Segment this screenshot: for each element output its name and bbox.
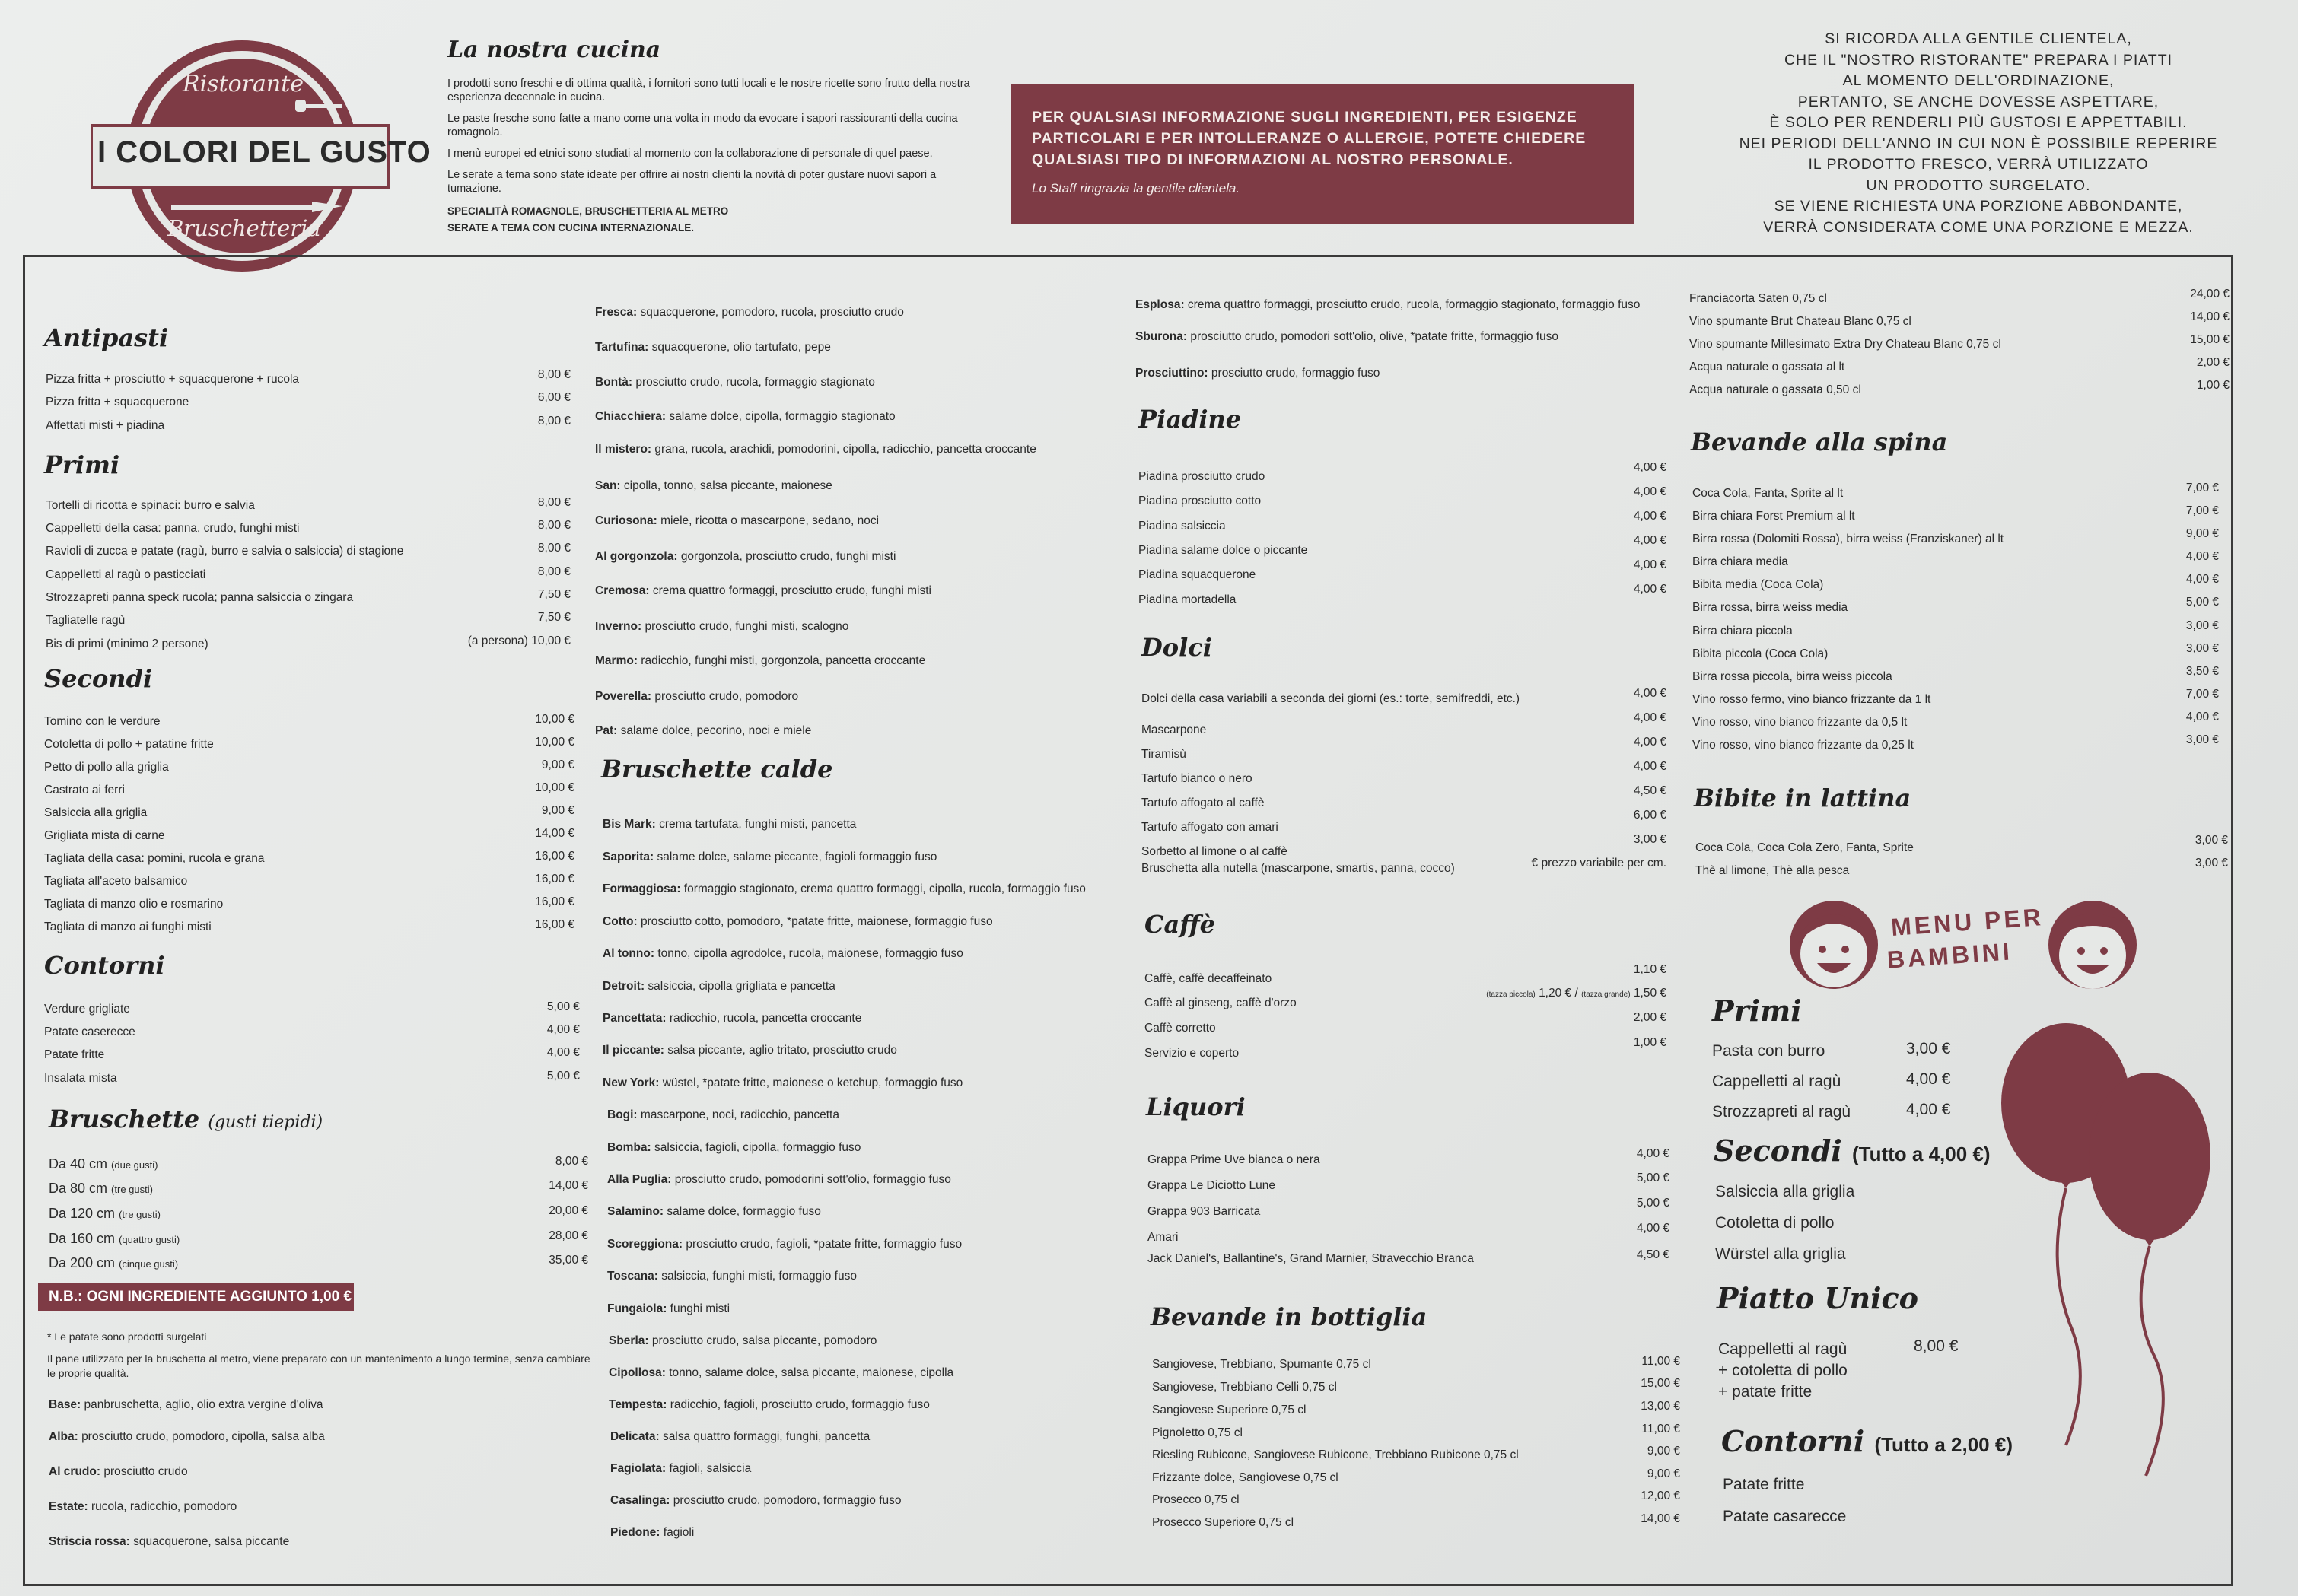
- kids-menu-item: Pasta con burro: [1712, 1042, 1825, 1060]
- bruschetta-calda-item: New York: wüstel, *patate fritte, maionese o ketchup, formaggio fuso: [603, 1076, 963, 1089]
- menu-item-price: 2,00 €: [2196, 356, 2230, 369]
- bruschetta-calda-item: Saporita: salame dolce, salame piccante, fagioli formaggio fuso: [603, 850, 937, 863]
- allergy-info-box: [1011, 84, 1634, 224]
- bruschetta-calda-item: Fungaiola: funghi misti: [607, 1302, 730, 1315]
- menu-item-price: 3,00 €: [2185, 642, 2219, 655]
- kids-primi-title: Primi: [1712, 994, 1802, 1028]
- menu-item-name: Jack Daniel's, Ballantine's, Grand Marnier, Stravecchio Branca: [1147, 1252, 1474, 1265]
- bruschetta-calda-item: Cipollosa: tonno, salame dolce, salsa piccante, maionese, cipolla: [609, 1366, 954, 1379]
- nostra-cucina-title: La nostra cucina: [447, 37, 661, 63]
- bruschetta-item: Inverno: prosciutto crudo, funghi misti, scalogno: [595, 620, 849, 633]
- menu-item-price: 4,00 €: [1633, 583, 1666, 596]
- menu-item-price: 5,00 €: [546, 1070, 580, 1083]
- menu-item-price: 8,00 €: [537, 519, 571, 532]
- liquori-title: Liquori: [1146, 1092, 1246, 1121]
- menu-item-price: 10,00 €: [535, 781, 574, 794]
- kids-menu-item: Patate casarecce: [1723, 1508, 1847, 1525]
- menu-item-price: 4,00 €: [1633, 461, 1666, 474]
- bruschetta-item: Bontà: prosciutto crudo, rucola, formaggio stagionato: [595, 376, 875, 389]
- kids-menu-item: + patate fritte: [1718, 1383, 1813, 1400]
- menu-item-price: 6,00 €: [537, 391, 571, 404]
- menu-item-name: Insalata mista: [44, 1072, 117, 1085]
- menu-item-price: 16,00 €: [535, 918, 574, 931]
- kids-menu-item: Strozzapreti al ragù: [1712, 1103, 1851, 1121]
- dolci-title: Dolci: [1141, 633, 1212, 662]
- menu-item-name: Strozzapreti panna speck rucola; panna salsiccia o zingara: [46, 591, 354, 604]
- bruschetta-size: Da 40 cm (due gusti): [49, 1156, 158, 1172]
- menu-item-price: 20,00 €: [549, 1204, 588, 1217]
- menu-item-price: 15,00 €: [1641, 1377, 1680, 1390]
- contorni-title: Contorni: [44, 951, 165, 980]
- bruschette-calde-title: Bruschette calde: [601, 755, 833, 784]
- bruschette-title-text: Bruschette: [49, 1105, 200, 1133]
- bruschetta-striscia-rossa: Striscia rossa: squacquerone, salsa piccante: [49, 1535, 290, 1548]
- menu-item-name: Tiramisù: [1141, 748, 1186, 761]
- menu-item-name: Piadina salame dolce o piccante: [1138, 544, 1308, 557]
- bruschetta-calda-item: Tempesta: radicchio, fagioli, prosciutto crudo, formaggio fuso: [609, 1398, 930, 1411]
- menu-item-price: 14,00 €: [535, 827, 574, 840]
- bruschetta-item: Marmo: radicchio, funghi misti, gorgonzola, pancetta croccante: [595, 654, 926, 667]
- menu-item-price: 10,00 €: [535, 736, 574, 749]
- menu-item-name: Vino rosso, vino bianco frizzante da 0,25 lt: [1692, 739, 1914, 752]
- menu-item-price: 4,50 €: [1633, 784, 1666, 797]
- menu-item-price: 9,00 €: [541, 758, 574, 771]
- menu-item-price: 5,00 €: [546, 1000, 580, 1013]
- kids-secondi-title: Secondi (Tutto a 4,00 €): [1714, 1133, 1991, 1168]
- menu-item-name: Coca Cola, Fanta, Sprite al lt: [1692, 487, 1844, 500]
- menu-item-price: 3,00 €: [2185, 619, 2219, 632]
- bruschetta-calda-item: Pancettata: radicchio, rucola, pancetta croccante: [603, 1012, 862, 1025]
- menu-item-name: Grappa Le Diciotto Lune: [1147, 1179, 1276, 1192]
- menu-item-price: 8,00 €: [537, 415, 571, 428]
- kids-menu-item: Cappelletti al ragù: [1712, 1073, 1841, 1090]
- kids-menu-price: 8,00 €: [1914, 1337, 1959, 1355]
- menu-item-price: 4,00 €: [1633, 485, 1666, 498]
- menu-item-name: Petto di pollo alla griglia: [44, 761, 169, 774]
- bruschetta-item: Curiosona: miele, ricotta o mascarpone, sedano, noci: [595, 514, 880, 527]
- menu-item-name: Piadina prosciutto crudo: [1138, 470, 1265, 483]
- menu-item-price: 2,00 €: [1633, 1011, 1666, 1024]
- menu-item-price: 9,00 €: [541, 804, 574, 817]
- menu-item-price: 5,00 €: [1636, 1172, 1669, 1184]
- kids-menu-item: Würstel alla griglia: [1715, 1245, 1846, 1263]
- bruschetta-base: Base: panbruschetta, aglio, olio extra vergine d'oliva: [49, 1398, 323, 1411]
- menu-item-name: Sangiovese, Trebbiano, Spumante 0,75 cl: [1152, 1358, 1371, 1371]
- menu-item-price: 8,00 €: [537, 496, 571, 509]
- piadine-title: Piadine: [1138, 405, 1242, 434]
- menu-item-name: Verdure grigliate: [44, 1003, 130, 1016]
- menu-item-name: Sangiovese Superiore 0,75 cl: [1152, 1404, 1307, 1416]
- menu-item-price: 35,00 €: [549, 1254, 588, 1267]
- menu-item-price: 4,00 €: [1636, 1147, 1669, 1160]
- kids-contorni-title: Contorni (Tutto a 2,00 €): [1721, 1424, 2013, 1458]
- menu-item-price: 3,00 €: [2195, 857, 2228, 870]
- bruschetta-calda-item: Toscana: salsiccia, funghi misti, formaggio fuso: [607, 1270, 857, 1283]
- nostra-specialita: SPECIALITÀ ROMAGNOLE, BRUSCHETTERIA AL METRO: [447, 205, 729, 217]
- menu-item-name: Pizza fritta + prosciutto + squacquerone + rucola: [46, 373, 300, 386]
- menu-item-name: Pignoletto 0,75 cl: [1152, 1426, 1243, 1439]
- menu-item-name: Bruschetta alla nutella (mascarpone, smartis, panna, cocco): [1141, 862, 1455, 875]
- menu-item-price: 14,00 €: [549, 1179, 588, 1192]
- menu-item-name: Affettati misti + piadina: [46, 419, 165, 432]
- balloons-graphic: [1994, 1019, 2222, 1506]
- menu-item-name: Castrato ai ferri: [44, 784, 125, 796]
- bruschetta-calda-item: Il piccante: salsa piccante, aglio tritato, prosciutto crudo: [603, 1044, 897, 1057]
- menu-item-name: Tartufo affogato al caffè: [1141, 796, 1265, 809]
- notice-line: CHE IL "NOSTRO RISTORANTE" PREPARA I PIATTI: [1784, 51, 2173, 68]
- notice-line: SE VIENE RICHIESTA UNA PORZIONE ABBONDANTE,: [1774, 198, 2183, 215]
- logo-bruschetteria-text: Bruschetteria: [167, 215, 321, 241]
- menu-item-name: Dolci della casa variabili a seconda dei giorni (es.: torte, semifreddi, etc.): [1141, 692, 1520, 705]
- bruschetta-item: Sburona: prosciutto crudo, pomodori sott'olio, olive, *patate fritte, formaggio fuso: [1135, 330, 1559, 343]
- lattina-title: Bibite in lattina: [1694, 784, 1911, 812]
- menu-item-name: Grappa Prime Uve bianca o nera: [1147, 1153, 1320, 1166]
- menu-item-price: 9,00 €: [2185, 527, 2219, 540]
- kids-menu-item: Salsiccia alla griglia: [1715, 1183, 1855, 1200]
- bruschetta-item: Fresca: squacquerone, pomodoro, rucola, prosciutto crudo: [595, 306, 904, 319]
- menu-item-name: Birra chiara media: [1692, 555, 1788, 568]
- menu-item-name: Cappelletti della casa: panna, crudo, funghi misti: [46, 522, 300, 535]
- menu-item-price: 4,00 €: [1633, 534, 1666, 547]
- customer-notice: [1682, 29, 2275, 238]
- menu-item-name: Prosecco 0,75 cl: [1152, 1493, 1240, 1506]
- menu-item-price: 8,00 €: [537, 542, 571, 555]
- nostra-serate: SERATE A TEMA CON CUCINA INTERNAZIONALE.: [447, 222, 694, 234]
- menu-item-name: Tortelli di ricotta e spinaci: burro e salvia: [46, 499, 255, 512]
- menu-item-price: 5,00 €: [2185, 596, 2219, 609]
- menu-item-name: Salsiccia alla griglia: [44, 806, 148, 819]
- menu-item-price: 10,00 €: [535, 713, 574, 726]
- bruschetta-item: Tartufina: squacquerone, olio tartufato, pepe: [595, 341, 831, 354]
- notice-line: NEI PERIODI DELL'ANNO IN CUI NON È POSSIBILE REPERIRE: [1739, 135, 2218, 152]
- bruschetta-item: San: cipolla, tonno, salsa piccante, maionese: [595, 479, 832, 492]
- menu-item-name: Birra chiara Forst Premium al lt: [1692, 510, 1855, 523]
- menu-item-price: 1,10 €: [1633, 963, 1666, 976]
- menu-item-price: 16,00 €: [535, 873, 574, 885]
- nostra-paragraph: I menù europei ed etnici sono studiati al momento con la collaborazione di personale di quel paese.: [447, 148, 933, 160]
- bruschetta-calda-item: Alla Puglia: prosciutto crudo, pomodorini sott'olio, formaggio fuso: [607, 1173, 951, 1186]
- kids-menu-item: Patate fritte: [1723, 1476, 1805, 1493]
- kids-menu-price: 4,00 €: [1906, 1101, 1951, 1118]
- menu-item-price: 7,50 €: [537, 611, 571, 624]
- bruschetta-calda-item: Detroit: salsiccia, cipolla grigliata e pancetta: [603, 980, 835, 993]
- menu-item-name: Tagliata della casa: pomini, rucola e grana: [44, 852, 265, 865]
- menu-item-price: 9,00 €: [1647, 1467, 1680, 1480]
- menu-item-price: 28,00 €: [549, 1229, 588, 1242]
- menu-item-price: 6,00 €: [1633, 809, 1666, 822]
- menu-item-name: Bis di primi (minimo 2 persone): [46, 637, 208, 650]
- menu-item-name: Franciacorta Saten 0,75 cl: [1689, 292, 1827, 305]
- menu-item-name: Tagliatelle ragù: [46, 614, 126, 627]
- menu-item-name: Sorbetto al limone o al caffè: [1141, 845, 1287, 858]
- bruschetta-size: Da 200 cm (cinque gusti): [49, 1255, 179, 1270]
- menu-item-price: 14,00 €: [2190, 310, 2230, 323]
- menu-item-name: Piadina prosciutto cotto: [1138, 494, 1262, 507]
- antipasti-title: Antipasti: [44, 323, 169, 352]
- bruschetta-estate: Estate: rucola, radicchio, pomodoro: [49, 1500, 237, 1513]
- menu-item-price: 3,00 €: [2185, 733, 2219, 746]
- menu-item-name: Cappelletti al ragù o pasticciati: [46, 568, 206, 581]
- bruschetta-calda-item: Bomba: salsiccia, fagioli, cipolla, formaggio fuso: [607, 1141, 861, 1154]
- bruschetta-calda-item: Casalinga: prosciutto crudo, pomodoro, formaggio fuso: [610, 1494, 902, 1507]
- bruschetta-size: Da 80 cm (tre gusti): [49, 1181, 153, 1196]
- menu-item-price: 4,00 €: [2185, 711, 2219, 723]
- bruschetta-item: Chiacchiera: salame dolce, cipolla, formaggio stagionato: [595, 410, 896, 423]
- menu-item-name: Pizza fritta + squacquerone: [46, 396, 189, 409]
- menu-item-price: 3,50 €: [2185, 665, 2219, 678]
- menu-item-price: 14,00 €: [1641, 1512, 1680, 1525]
- menu-item-price: 24,00 €: [2190, 288, 2230, 300]
- menu-item-price: 4,00 €: [1633, 687, 1666, 700]
- spina-title: Bevande alla spina: [1691, 428, 1948, 456]
- menu-item-name: Tagliata di manzo ai funghi misti: [44, 920, 212, 933]
- menu-item-name: Tartufo affogato con amari: [1141, 821, 1278, 834]
- bruschetta-calda-item: Fagiolata: fagioli, salsiccia: [610, 1462, 752, 1475]
- restaurant-logo: [91, 34, 431, 278]
- bruschetta-item: Esplosa: crema quattro formaggi, prosciutto crudo, rucola, formaggio stagionato, formaggio fuso: [1135, 298, 1641, 311]
- menu-item-price: 4,00 €: [2185, 573, 2219, 586]
- menu-item-name: Birra rossa, birra weiss media: [1692, 601, 1848, 614]
- menu-item-name: Tagliata di manzo olio e rosmarino: [44, 898, 224, 911]
- nostra-paragraph: Le serate a tema sono state ideate per offrire ai nostri clienti la novità di poter gustare nuovi sapori a tumazione.: [447, 169, 937, 195]
- menu-item-name: Grappa 903 Barricata: [1147, 1205, 1261, 1218]
- bruschetta-calda-item: Sberla: prosciutto crudo, salsa piccante, pomodoro: [609, 1334, 877, 1347]
- menu-item-price: 11,00 €: [1641, 1355, 1680, 1368]
- bruschetta-calda-item: Delicata: salsa quattro formaggi, funghi, pancetta: [610, 1430, 871, 1443]
- menu-item-price: 12,00 €: [1641, 1489, 1680, 1502]
- menu-item-name: Thè al limone, Thè alla pesca: [1695, 864, 1850, 877]
- menu-item-name: Mascarpone: [1141, 723, 1207, 736]
- menu-item-price: 8,00 €: [537, 368, 571, 381]
- menu-item-price: 3,00 €: [1633, 833, 1666, 846]
- staff-thanks-text: Lo Staff ringrazia la gentile clientela.: [1032, 181, 1240, 196]
- menu-item-price: 11,00 €: [1641, 1423, 1680, 1435]
- menu-item-price: 5,00 €: [1636, 1197, 1669, 1210]
- menu-item-price: 7,00 €: [2185, 504, 2219, 517]
- bruschetta-calda-item: Al tonno: tonno, cipolla agrodolce, rucola, maionese, formaggio fuso: [603, 947, 963, 960]
- notice-line: IL PRODOTTO FRESCO, VERRÀ UTILIZZATO: [1808, 156, 2149, 173]
- menu-item-price: 1,00 €: [2196, 379, 2230, 392]
- note-surgelati: * Le patate sono prodotti surgelati: [47, 1331, 207, 1343]
- menu-item-price: 3,00 €: [2195, 834, 2228, 847]
- menu-item-price: 8,00 €: [555, 1155, 588, 1168]
- kids-unico-title: Piatto Unico: [1717, 1281, 1918, 1315]
- menu-item-price: 4,00 €: [1633, 736, 1666, 749]
- bruschette-title: [49, 1105, 323, 1133]
- menu-item-price: 4,00 €: [1633, 711, 1666, 724]
- bruschetta-item: Il mistero: grana, rucola, arachidi, pomodorini, cipolla, radicchio, pancetta croccante: [595, 443, 1036, 456]
- menu-item-name: Sangiovese, Trebbiano Celli 0,75 cl: [1152, 1381, 1337, 1394]
- kids-menu-price: 3,00 €: [1906, 1040, 1951, 1057]
- menu-item-name: Piadina squacquerone: [1138, 568, 1256, 581]
- logo-name-text: I COLORI DEL GUSTO: [97, 135, 431, 169]
- menu-item-name: Birra chiara piccola: [1692, 625, 1793, 637]
- bruschetta-calda-item: Bis Mark: crema tartufata, funghi misti, pancetta: [603, 818, 857, 831]
- menu-item-price: 9,00 €: [1647, 1445, 1680, 1458]
- menu-item-name: Vino spumante Millesimato Extra Dry Chateau Blanc 0,75 cl: [1689, 338, 2001, 351]
- bottiglia-title: Bevande in bottiglia: [1151, 1302, 1427, 1331]
- kids-banner-line1: MENU PER: [1889, 903, 2045, 941]
- menu-item-name: Vino rosso fermo, vino bianco frizzante da 1 lt: [1692, 693, 1931, 706]
- menu-item-name: Tartufo bianco o nero: [1141, 772, 1252, 785]
- kids-menu-item: Cappelletti al ragù: [1718, 1340, 1848, 1358]
- menu-item-price: 4,00 €: [1633, 510, 1666, 523]
- notice-line: AL MOMENTO DELL'ORDINAZIONE,: [1842, 72, 2115, 89]
- notice-line: VERRÀ CONSIDERATA COME UNA PORZIONE E MEZZA.: [1763, 218, 2194, 236]
- bruschetta-calda-item: Salamino: salame dolce, formaggio fuso: [607, 1205, 821, 1218]
- menu-item-price: 16,00 €: [535, 895, 574, 908]
- kids-menu-item: Cotoletta di pollo: [1715, 1214, 1835, 1232]
- bruschetta-item: Cremosa: crema quattro formaggi, prosciutto crudo, funghi misti: [595, 584, 931, 597]
- menu-item-price: (a persona) 10,00 €: [467, 634, 571, 647]
- kids-banner-line2: BAMBINI: [1886, 937, 2013, 974]
- menu-item-name: Amari: [1147, 1231, 1179, 1244]
- bruschetta-calda-item: Piedone: fagioli: [610, 1526, 695, 1539]
- bruschetta-al-crudo: Al crudo: prosciutto crudo: [49, 1465, 188, 1478]
- menu-item-name: Prosecco Superiore 0,75 cl: [1152, 1516, 1294, 1529]
- menu-item-name: Acqua naturale o gassata 0,50 cl: [1689, 383, 1861, 396]
- menu-item-name: Tagliata all'aceto balsamico: [44, 875, 188, 888]
- menu-item-name: Patate fritte: [44, 1048, 105, 1061]
- notice-line: È SOLO PER RENDERLI PIÙ GUSTOSI E APPETTABILI.: [1769, 114, 2188, 131]
- menu-item-price: 8,00 €: [537, 565, 571, 578]
- bruschetta-item: Pat: salame dolce, pecorino, noci e miele: [595, 724, 812, 737]
- caffe-title: Caffè: [1144, 910, 1216, 939]
- menu-item-name: Caffè al ginseng, caffè d'orzo: [1144, 997, 1297, 1009]
- menu-item-name: Caffè, caffè decaffeinato: [1144, 972, 1272, 985]
- menu-item-price: 7,00 €: [2185, 482, 2219, 494]
- nostra-paragraph: Le paste fresche sono fatte a mano come una volta in modo da evocare i sapori rassicuranti della cucina romagnola.: [447, 113, 958, 138]
- nostra-paragraph: I prodotti sono freschi e di ottima qualità, i fornitori sono tutti locali e le nostre ricette sono frutto della nostra esperienza decennale in cucina.: [447, 78, 970, 103]
- menu-item-price: 4,00 €: [546, 1046, 580, 1059]
- bruschetta-calda-item: Cotto: prosciutto cotto, pomodoro, *patate fritte, maionese, formaggio fuso: [603, 915, 993, 928]
- menu-item-price: 15,00 €: [2190, 333, 2230, 346]
- menu-item-price: 7,00 €: [2185, 688, 2219, 701]
- menu-item-name: Acqua naturale o gassata al lt: [1689, 361, 1845, 374]
- menu-item-price: 7,50 €: [537, 588, 571, 601]
- menu-item-price: 4,50 €: [1636, 1248, 1669, 1261]
- bruschetta-calda-item: Scoreggiona: prosciutto crudo, fagioli, *patate fritte, formaggio fuso: [607, 1238, 963, 1251]
- menu-item-name: Piadina salsiccia: [1138, 520, 1226, 533]
- menu-item-price: 13,00 €: [1641, 1400, 1680, 1413]
- menu-item-name: Vino rosso, vino bianco frizzante da 0,5 lt: [1692, 716, 1908, 729]
- bruschetta-calda-item: Bogi: mascarpone, noci, radicchio, pancetta: [607, 1108, 839, 1121]
- menu-item-price: (tazza piccola) 1,20 € / (tazza grande) 1,50 €: [1486, 987, 1666, 1000]
- bruschetta-calda-item: Formaggiosa: formaggio stagionato, crema quattro formaggi, cipolla, rucola, formaggio fuso: [603, 882, 1086, 895]
- menu-item-name: Ravioli di zucca e patate (ragù, burro e salvia o salsiccia) di stagione: [46, 545, 404, 558]
- menu-item-price: 1,00 €: [1633, 1036, 1666, 1049]
- menu-item-name: Birra rossa piccola, birra weiss piccola: [1692, 670, 1892, 683]
- menu-item-name: Birra rossa (Dolomiti Rossa), birra weiss (Franziskaner) al lt: [1692, 533, 2004, 545]
- menu-item-price: 4,00 €: [1636, 1222, 1669, 1235]
- logo-ristorante-text: Ristorante: [183, 71, 304, 97]
- bruschetta-size: Da 120 cm (tre gusti): [49, 1206, 161, 1221]
- menu-item-name: Servizio e coperto: [1144, 1047, 1240, 1060]
- bruschetta-item: Al gorgonzola: gorgonzola, prosciutto crudo, funghi misti: [595, 550, 896, 563]
- allergy-info-text: PER QUALSIASI INFORMAZIONE SUGLI INGREDIENTI, PER ESIGENZE PARTICOLARI E PER INTOLLERANZE O ALLERGIE, POTETE CHIEDERE QUALSIASI TIPO DI INFORMAZIONI AL NOSTRO PERSONALE.: [1032, 109, 1587, 168]
- menu-item-name: Bibita media (Coca Cola): [1692, 578, 1824, 591]
- menu-item-price: € prezzo variabile per cm.: [1531, 857, 1666, 870]
- menu-item-name: Riesling Rubicone, Sangiovese Rubicone, Trebbiano Rubicone 0,75 cl: [1152, 1448, 1519, 1461]
- menu-item-price: 4,00 €: [546, 1023, 580, 1036]
- notice-line: SI RICORDA ALLA GENTILE CLIENTELA,: [1825, 30, 2132, 47]
- note-pane: Il pane utilizzato per la bruschetta al metro, viene preparato con un mantenimento a lungo termine, senza cambiare le proprie qualità.: [47, 1353, 590, 1379]
- menu-item-price: 4,00 €: [1633, 558, 1666, 571]
- menu-item-name: Tomino con le verdure: [44, 715, 161, 728]
- nostra-cucina-section: [447, 37, 980, 237]
- notice-line: PERTANTO, SE ANCHE DOVESSE ASPETTARE,: [1797, 93, 2160, 110]
- kids-menu-item: + cotoletta di pollo: [1718, 1362, 1848, 1379]
- bruschetta-item: Prosciuttino: prosciutto crudo, formaggio fuso: [1135, 367, 1380, 380]
- menu-item-name: Cotoletta di pollo + patatine fritte: [44, 738, 214, 751]
- bruschetta-item: Poverella: prosciutto crudo, pomodoro: [595, 690, 799, 703]
- menu-item-price: 4,00 €: [1633, 760, 1666, 773]
- menu-item-name: Piadina mortadella: [1138, 593, 1237, 606]
- notice-line: UN PRODOTTO SURGELATO.: [1866, 176, 2091, 194]
- nb-extra-ingredient: N.B.: OGNI INGREDIENTE AGGIUNTO 1,00 €: [38, 1283, 354, 1311]
- primi-title: Primi: [44, 450, 120, 479]
- bruschetta-size: Da 160 cm (quattro gusti): [49, 1231, 180, 1246]
- bruschette-subtitle: (gusti tiepidi): [208, 1113, 323, 1132]
- menu-item-price: 4,00 €: [2185, 550, 2219, 563]
- menu-item-price: 16,00 €: [535, 850, 574, 863]
- menu-item-name: Coca Cola, Coca Cola Zero, Fanta, Sprite: [1695, 841, 1914, 854]
- menu-item-name: Frizzante dolce, Sangiovese 0,75 cl: [1152, 1471, 1338, 1484]
- bruschetta-alba: Alba: prosciutto crudo, pomodoro, cipolla, salsa alba: [49, 1430, 325, 1443]
- kids-menu-price: 4,00 €: [1906, 1070, 1951, 1088]
- menu-item-name: Patate caserecce: [44, 1025, 135, 1038]
- menu-item-name: Caffè corretto: [1144, 1022, 1216, 1035]
- secondi-title: Secondi: [44, 664, 153, 693]
- menu-item-name: Vino spumante Brut Chateau Blanc 0,75 cl: [1689, 315, 1911, 328]
- menu-item-name: Bibita piccola (Coca Cola): [1692, 647, 1829, 660]
- menu-item-name: Grigliata mista di carne: [44, 829, 165, 842]
